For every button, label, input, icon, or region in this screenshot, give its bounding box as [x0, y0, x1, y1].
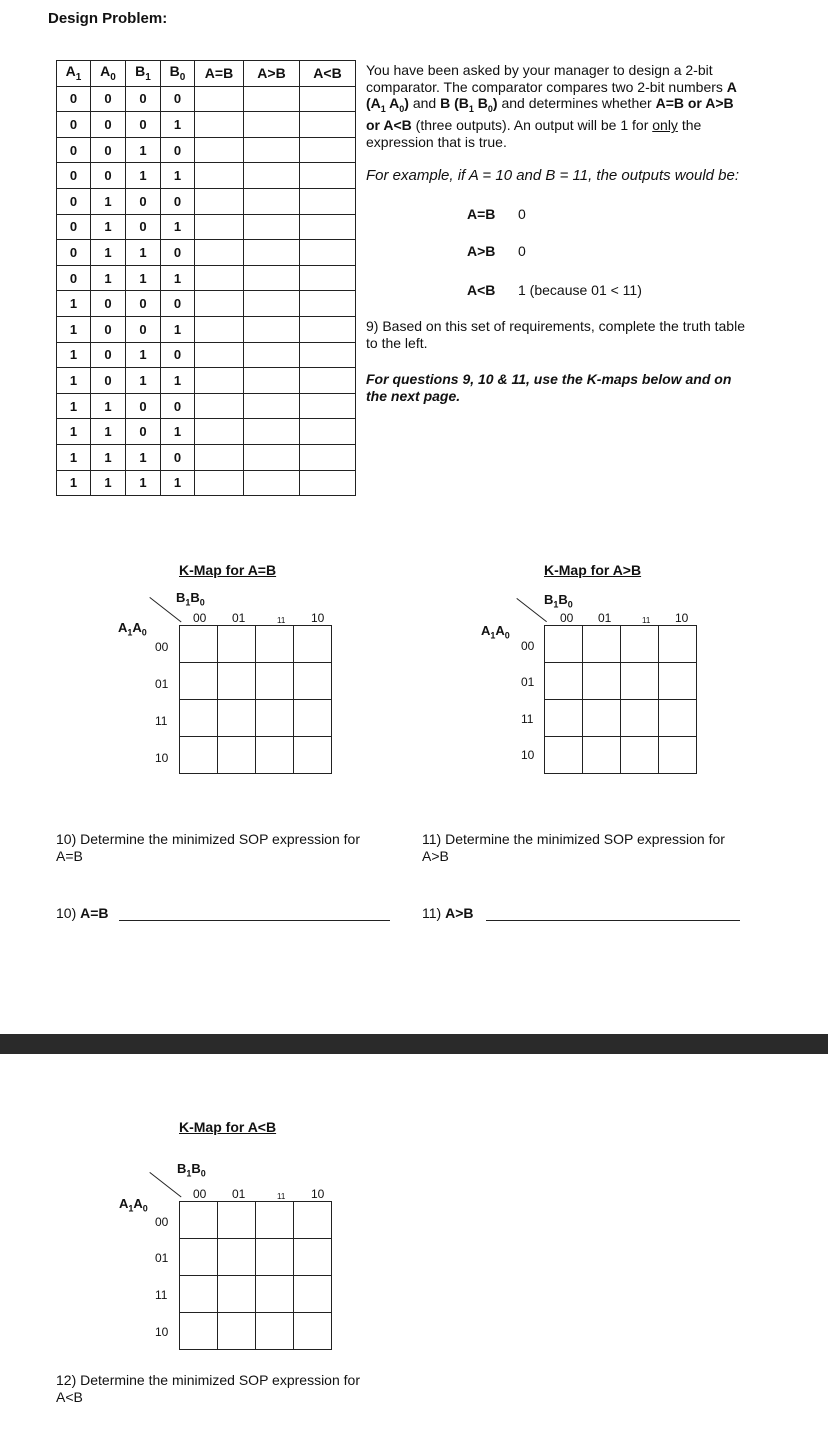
output-cell-lt[interactable] [300, 342, 356, 368]
kmap-cell[interactable] [621, 626, 659, 663]
input-bit-cell: 1 [126, 240, 161, 266]
table-row [57, 240, 356, 266]
intro-paragraph [366, 62, 821, 150]
input-bit-cell: 1 [91, 393, 126, 419]
example-lt-value: 1 (because 01 < 11) [518, 282, 642, 298]
input-bit-cell: 1 [91, 265, 126, 291]
kmap-lt-col-11: 11 [277, 1192, 286, 1201]
kmap-cell[interactable] [180, 1239, 218, 1276]
input-bit-cell: 0 [126, 291, 161, 317]
input-bit-cell: 0 [161, 86, 195, 112]
kmap-cell[interactable] [218, 1202, 256, 1239]
example-intro: For example, if A = 10 and B = 11, the outputs would be: [366, 167, 740, 184]
input-bit-cell: 0 [91, 112, 126, 138]
question-11-line-1: 11) Determine the minimized SOP expression for [422, 831, 725, 847]
input-bit-cell: 1 [161, 419, 195, 445]
output-cell-eq[interactable] [195, 188, 244, 214]
kmap-eq-col-00: 00 [193, 611, 207, 625]
header-a1: $A_1$ [57, 61, 91, 87]
input-bit-cell: 1 [161, 163, 195, 189]
kmap-cell[interactable] [294, 1313, 332, 1350]
kmap-gt-col-00: 00 [560, 611, 574, 625]
kmap-cell[interactable] [256, 1313, 294, 1350]
output-cell-gt[interactable] [244, 188, 300, 214]
table-row [57, 291, 356, 317]
output-cell-gt[interactable] [244, 419, 300, 445]
output-cell-lt[interactable] [300, 316, 356, 342]
input-bit-cell: 1 [91, 240, 126, 266]
kmap-cell[interactable] [256, 1239, 294, 1276]
kmap-cell[interactable] [218, 737, 256, 774]
kmap-eq-col-01: 01 [232, 611, 246, 625]
kmap-cell[interactable] [659, 626, 697, 663]
output-cell-eq[interactable] [195, 444, 244, 470]
input-bit-cell: 1 [91, 188, 126, 214]
input-bit-cell: 0 [126, 188, 161, 214]
kmap-cell[interactable] [545, 663, 583, 700]
input-bit-cell: 1 [161, 470, 195, 496]
kmap-cell[interactable] [583, 626, 621, 663]
table-row [57, 86, 356, 112]
example-lt-label: A<B [467, 282, 496, 298]
output-cell-eq[interactable] [195, 419, 244, 445]
kmap-cell[interactable] [659, 700, 697, 737]
kmap-eq-row-01: 01 [155, 677, 169, 691]
kmap-cell[interactable] [218, 626, 256, 663]
kmap-lt-col-00: 00 [193, 1187, 207, 1201]
kmap-gt-row-00: 00 [521, 639, 535, 653]
kmap-cell[interactable] [218, 1313, 256, 1350]
kmap-cell[interactable] [621, 663, 659, 700]
output-cell-eq[interactable] [195, 137, 244, 163]
question-12-line-1: 12) Determine the minimized SOP expression for [56, 1372, 360, 1388]
input-bit-cell: 1 [91, 444, 126, 470]
output-cell-eq[interactable] [195, 240, 244, 266]
input-bit-cell: 0 [57, 214, 91, 240]
example-eq-label: A=B [467, 206, 496, 222]
kmap-cell[interactable] [294, 663, 332, 700]
kmap-cell[interactable] [256, 1202, 294, 1239]
input-bit-cell: 1 [161, 265, 195, 291]
output-cell-lt[interactable] [300, 419, 356, 445]
kmap-lt-col-01: 01 [232, 1187, 246, 1201]
kmap-lt-row-var: $A_1A_0$ [119, 1196, 148, 1214]
kmap-cell[interactable] [256, 737, 294, 774]
kmap-cell[interactable] [180, 626, 218, 663]
kmap-cell[interactable] [180, 663, 218, 700]
kmap-eq-row-10: 10 [155, 751, 169, 765]
output-cell-lt[interactable] [300, 291, 356, 317]
input-bit-cell: 1 [126, 470, 161, 496]
input-bit-cell: 1 [126, 368, 161, 394]
answer-10-label: 10) A=B [56, 905, 109, 921]
input-bit-cell: 0 [126, 393, 161, 419]
input-bit-cell: 0 [161, 137, 195, 163]
kmap-cell[interactable] [180, 1276, 218, 1313]
kmap-cell[interactable] [294, 1202, 332, 1239]
output-cell-gt[interactable] [244, 86, 300, 112]
kmap-cell[interactable] [256, 626, 294, 663]
kmap-cell[interactable] [545, 626, 583, 663]
kmap-cell[interactable] [583, 737, 621, 774]
header-lt: A<B [300, 61, 356, 87]
kmap-gt-row-10: 10 [521, 748, 535, 762]
input-bit-cell: 0 [57, 137, 91, 163]
output-cell-eq[interactable] [195, 342, 244, 368]
kmap-cell[interactable] [545, 700, 583, 737]
kmap-eq-row-11: 11 [155, 714, 168, 728]
kmap-eq-title: K-Map for A=B [179, 562, 277, 578]
kmap-cell[interactable] [180, 737, 218, 774]
table-row [57, 444, 356, 470]
output-cell-gt[interactable] [244, 214, 300, 240]
input-bit-cell: 1 [57, 342, 91, 368]
kmap-eq-col-11: 11 [277, 616, 286, 625]
input-bit-cell: 0 [91, 316, 126, 342]
output-cell-eq[interactable] [195, 265, 244, 291]
kmap-eq-grid [179, 625, 332, 774]
input-bit-cell: 0 [91, 163, 126, 189]
page-title: Design Problem: [48, 10, 168, 27]
input-bit-cell: 0 [91, 291, 126, 317]
kmap-cell[interactable] [583, 700, 621, 737]
page-divider [0, 1034, 828, 1054]
intro-line-3: ($A_1$ $A_0$) and B ($B_1$ $B_0$) and determines whether A=B or A>B [366, 95, 734, 114]
kmap-instructions [366, 371, 731, 404]
output-cell-gt[interactable] [244, 291, 300, 317]
output-cell-eq[interactable] [195, 163, 244, 189]
question-9-line-2: to the left. [366, 334, 428, 351]
kmap-instructions-line-2: the next page. [366, 387, 461, 404]
kmap-gt-diagonal [516, 598, 547, 622]
table-row [57, 470, 356, 496]
table-row [57, 265, 356, 291]
kmap-cell[interactable] [256, 700, 294, 737]
output-cell-eq[interactable] [195, 368, 244, 394]
truth-table-header [57, 61, 356, 87]
kmap-cell[interactable] [218, 1239, 256, 1276]
output-cell-lt[interactable] [300, 214, 356, 240]
kmap-cell[interactable] [180, 1313, 218, 1350]
truth-table [56, 60, 356, 496]
kmap-lt-row-10: 10 [155, 1325, 169, 1339]
intro-line-4: or A<B (three outputs). An output will be 1 for only the [366, 117, 702, 134]
kmap-lt-row-01: 01 [155, 1251, 169, 1265]
example-eq-value: 0 [518, 206, 526, 222]
table-row [57, 188, 356, 214]
header-eq: A=B [195, 61, 244, 87]
kmap-eq-row-00: 00 [155, 640, 169, 654]
input-bit-cell: 1 [91, 419, 126, 445]
output-cell-lt[interactable] [300, 112, 356, 138]
output-cell-gt[interactable] [244, 470, 300, 496]
table-row [57, 342, 356, 368]
answer-11-line[interactable] [486, 920, 740, 921]
input-bit-cell: 0 [57, 112, 91, 138]
question-12 [56, 1372, 360, 1406]
output-cell-eq[interactable] [195, 86, 244, 112]
kmap-cell[interactable] [218, 700, 256, 737]
question-10 [56, 831, 360, 865]
input-bit-cell: 0 [161, 188, 195, 214]
answer-10-line[interactable] [119, 920, 390, 921]
input-bit-cell: 1 [161, 214, 195, 240]
output-cell-lt[interactable] [300, 86, 356, 112]
input-bit-cell: 1 [57, 419, 91, 445]
header-b0: $B_0$ [161, 61, 195, 87]
question-10-line-2: A=B [56, 848, 83, 864]
input-bit-cell: 1 [57, 444, 91, 470]
input-bit-cell: 1 [161, 368, 195, 394]
output-cell-lt[interactable] [300, 137, 356, 163]
output-cell-lt[interactable] [300, 393, 356, 419]
kmap-cell[interactable] [218, 1276, 256, 1313]
kmap-cell[interactable] [659, 663, 697, 700]
input-bit-cell: 1 [57, 393, 91, 419]
header-gt: A>B [244, 61, 300, 87]
output-cell-gt[interactable] [244, 342, 300, 368]
table-row [57, 214, 356, 240]
table-row [57, 112, 356, 138]
question-9 [366, 318, 745, 351]
kmap-gt-row-11: 11 [521, 712, 534, 726]
kmap-lt-grid [179, 1201, 332, 1350]
output-cell-gt[interactable] [244, 393, 300, 419]
input-bit-cell: 0 [57, 163, 91, 189]
input-bit-cell: 1 [126, 444, 161, 470]
input-bit-cell: 0 [161, 291, 195, 317]
input-bit-cell: 1 [57, 291, 91, 317]
table-row [57, 368, 356, 394]
kmap-gt-col-10: 10 [675, 611, 689, 625]
kmap-gt-row-var: $A_1A_0$ [481, 623, 510, 641]
kmap-lt-row-00: 00 [155, 1215, 169, 1229]
input-bit-cell: 0 [57, 188, 91, 214]
table-row [57, 137, 356, 163]
kmap-lt-col-10: 10 [311, 1187, 325, 1201]
input-bit-cell: 1 [91, 214, 126, 240]
output-cell-lt[interactable] [300, 188, 356, 214]
table-row [57, 393, 356, 419]
kmap-gt-col-11: 11 [642, 616, 651, 625]
input-bit-cell: 0 [126, 112, 161, 138]
kmap-instructions-line-1: For questions 9, 10 & 11, use the K-maps below and on [366, 371, 732, 387]
kmap-lt-col-var: $B_1B_0$ [177, 1161, 206, 1179]
kmap-cell[interactable] [545, 737, 583, 774]
output-cell-eq[interactable] [195, 470, 244, 496]
kmap-eq-col-10: 10 [311, 611, 325, 625]
question-10-line-1: 10) Determine the minimized SOP expression for [56, 831, 360, 847]
kmap-gt-row-01: 01 [521, 675, 535, 689]
output-cell-eq[interactable] [195, 291, 244, 317]
output-cell-gt[interactable] [244, 240, 300, 266]
kmap-cell[interactable] [256, 663, 294, 700]
input-bit-cell: 0 [91, 368, 126, 394]
output-cell-lt[interactable] [300, 265, 356, 291]
output-cell-lt[interactable] [300, 163, 356, 189]
output-cell-gt[interactable] [244, 112, 300, 138]
kmap-cell[interactable] [294, 1276, 332, 1313]
intro-line-2: comparator. The comparator compares two 2-bit numbers A [366, 78, 737, 95]
kmap-gt-col-var: $B_1B_0$ [544, 592, 573, 610]
input-bit-cell: 0 [126, 214, 161, 240]
output-cell-lt[interactable] [300, 368, 356, 394]
output-cell-gt[interactable] [244, 368, 300, 394]
table-row [57, 419, 356, 445]
header-a0: $A_0$ [91, 61, 126, 87]
input-bit-cell: 1 [57, 470, 91, 496]
kmap-eq-col-var: $B_1B_0$ [176, 590, 205, 608]
input-bit-cell: 1 [126, 163, 161, 189]
output-cell-lt[interactable] [300, 240, 356, 266]
kmap-cell[interactable] [294, 737, 332, 774]
kmap-cell[interactable] [180, 1202, 218, 1239]
input-bit-cell: 1 [57, 368, 91, 394]
kmap-cell[interactable] [294, 700, 332, 737]
input-bit-cell: 1 [91, 470, 126, 496]
input-bit-cell: 0 [126, 316, 161, 342]
output-cell-gt[interactable] [244, 316, 300, 342]
input-bit-cell: 0 [57, 86, 91, 112]
input-bit-cell: 1 [161, 112, 195, 138]
intro-line-5: expression that is true. [366, 133, 507, 150]
answer-11-label: 11) A>B [422, 905, 474, 921]
kmap-lt-title: K-Map for A<B [179, 1119, 277, 1135]
table-row [57, 163, 356, 189]
kmap-eq-row-var: $A_1A_0$ [118, 620, 147, 638]
kmap-cell[interactable] [218, 663, 256, 700]
input-bit-cell: 0 [57, 265, 91, 291]
question-11-line-2: A>B [422, 848, 449, 864]
input-bit-cell: 0 [126, 419, 161, 445]
kmap-gt-col-01: 01 [598, 611, 612, 625]
kmap-cell[interactable] [659, 737, 697, 774]
output-cell-lt[interactable] [300, 470, 356, 496]
output-cell-eq[interactable] [195, 112, 244, 138]
kmap-lt-row-11: 11 [155, 1288, 168, 1302]
kmap-cell[interactable] [621, 737, 659, 774]
input-bit-cell: 1 [126, 137, 161, 163]
question-9-line-1: 9) Based on this set of requirements, complete the truth table [366, 318, 745, 334]
output-cell-gt[interactable] [244, 265, 300, 291]
input-bit-cell: 1 [161, 316, 195, 342]
input-bit-cell: 0 [91, 137, 126, 163]
output-cell-gt[interactable] [244, 137, 300, 163]
input-bit-cell: 1 [57, 316, 91, 342]
kmap-cell[interactable] [294, 626, 332, 663]
output-cell-gt[interactable] [244, 444, 300, 470]
kmap-gt-title: K-Map for A>B [544, 562, 642, 578]
output-cell-eq[interactable] [195, 316, 244, 342]
kmap-cell[interactable] [621, 700, 659, 737]
input-bit-cell: 0 [126, 86, 161, 112]
kmap-cell[interactable] [180, 700, 218, 737]
intro-line-1: You have been asked by your manager to design a 2-bit [366, 62, 713, 78]
question-11 [422, 831, 725, 865]
input-bit-cell: 0 [91, 342, 126, 368]
example-gt-value: 0 [518, 243, 526, 259]
output-cell-lt[interactable] [300, 444, 356, 470]
kmap-cell[interactable] [256, 1276, 294, 1313]
input-bit-cell: 0 [91, 86, 126, 112]
kmap-cell[interactable] [294, 1239, 332, 1276]
input-bit-cell: 1 [126, 265, 161, 291]
input-bit-cell: 0 [57, 240, 91, 266]
output-cell-eq[interactable] [195, 393, 244, 419]
kmap-gt-grid [544, 625, 697, 774]
input-bit-cell: 0 [161, 444, 195, 470]
header-b1: $B_1$ [126, 61, 161, 87]
input-bit-cell: 1 [126, 342, 161, 368]
kmap-cell[interactable] [583, 663, 621, 700]
question-12-line-2: A<B [56, 1389, 83, 1405]
table-row [57, 316, 356, 342]
input-bit-cell: 0 [161, 342, 195, 368]
output-cell-gt[interactable] [244, 163, 300, 189]
input-bit-cell: 0 [161, 393, 195, 419]
output-cell-eq[interactable] [195, 214, 244, 240]
example-gt-label: A>B [467, 243, 496, 259]
input-bit-cell: 0 [161, 240, 195, 266]
